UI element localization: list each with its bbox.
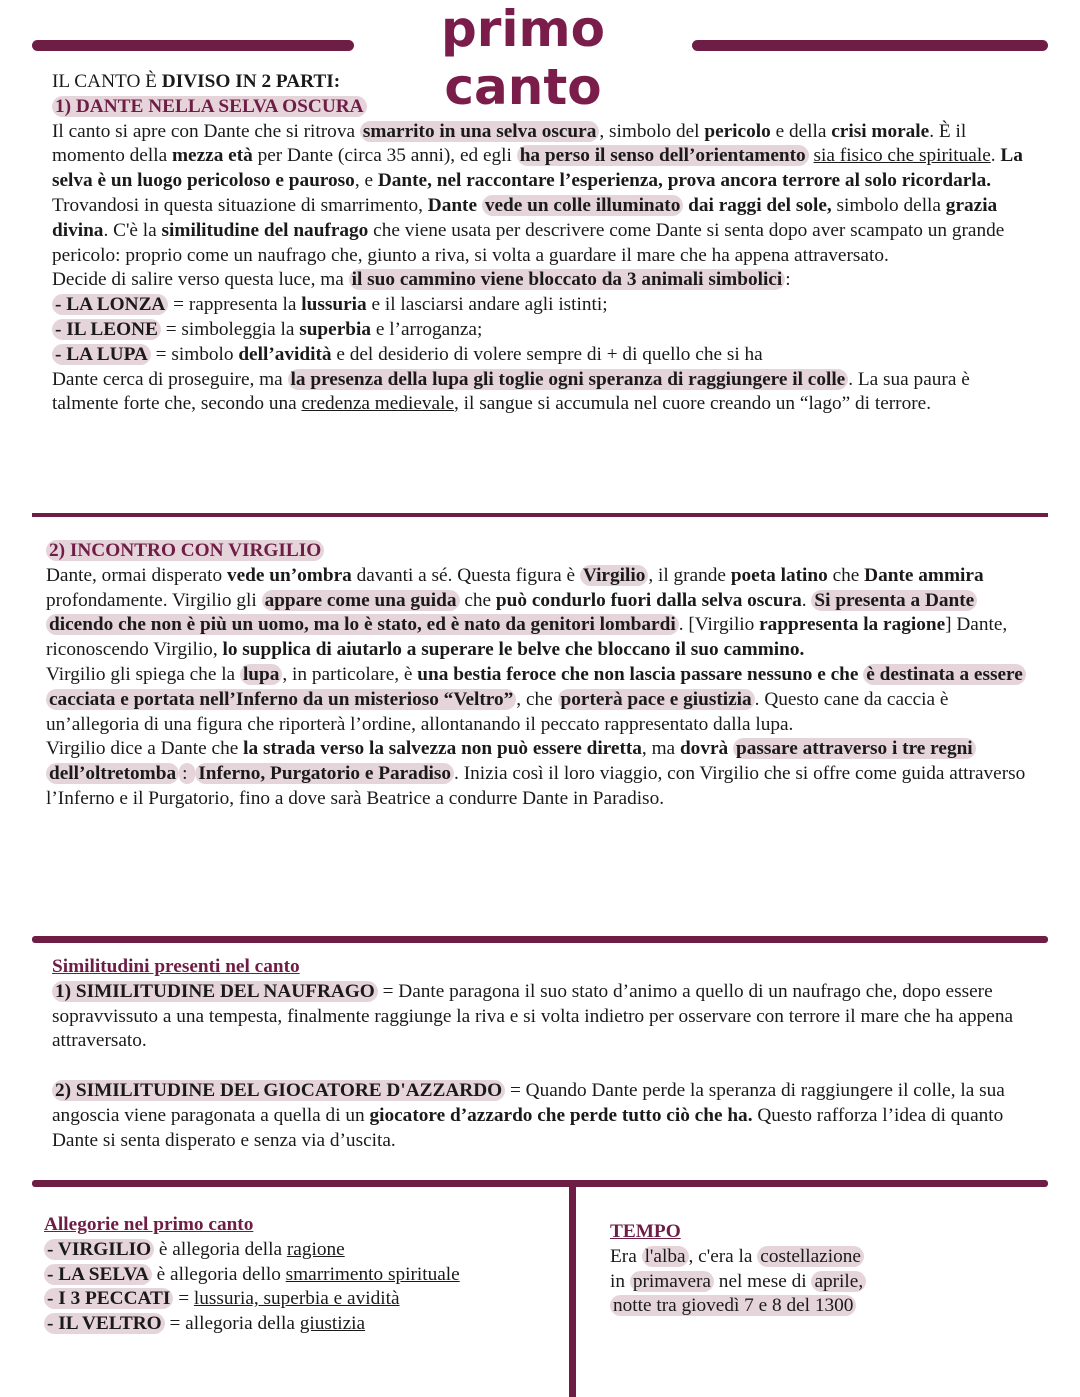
text-run: Trovandosi in questa situazione di smarrimento, [52,194,428,216]
text-run: lo supplica di aiutarlo a superare le belve che bloccano il suo cammino. [222,639,805,661]
text-run: , che [516,688,558,710]
text-run: e della [770,120,832,142]
text-run: credenza medievale [301,393,455,415]
text-run: - VIRGILIO [44,1239,154,1260]
text-run: Dante cerca di proseguire, ma [52,368,288,390]
text-run: simbolo della [831,194,946,216]
text-run: l'alba [642,1246,689,1267]
text-run: = simbolo [150,343,239,365]
text-run: dovrà [679,738,733,760]
allegorie-heading-text: Allegorie nel primo canto [44,1214,254,1235]
text-run: grazia divina [52,194,998,241]
animal-leone [52,318,1032,343]
text-run: la strada verso la salvezza non può essere diretta [243,738,642,760]
text-run: primavera [630,1271,714,1292]
section-part1 [52,70,1032,417]
text-run: giustizia [299,1313,366,1335]
text-run: = Dante paragona il suo stato d’animo a quello di un naufrago che, dopo essere sopravvissuto a una tempesta, finalmente raggiunge la riva e si volta indietro per osservare con terrore il mare che ha appena attraversato. [52,980,1014,1052]
text-run: . [Virgilio [678,614,760,636]
text-run: = [173,1288,194,1310]
text-run: Dante [427,194,482,216]
text-run: - LA LUPA [52,344,151,365]
text-run: = simboleggia la [160,318,300,340]
text-run: vede un’ombra [226,564,352,586]
section-part2 [46,539,1026,812]
text-run: notte tra giovedì 7 e 8 del 1300 [610,1295,856,1316]
text-run: Questo rafforza l’idea di quanto Dante si senta disperato e senza via d’uscita. [52,1104,1004,1151]
text-run: che viene usata per descrivere come Dante si senta dopo aver scampato un grande pericolo: proprio come un naufrago che, giunto a riva, si volta a guardare il mare che ha appena attraversato. [52,219,1005,266]
title-rule-right [692,40,1048,51]
tempo-line-1 [610,1245,1030,1270]
text-run: , ma [641,738,680,760]
text-run: 2) SIMILITUDINE DEL GIOCATORE D'AZZARDO [52,1080,505,1101]
text-run: 1) SIMILITUDINE DEL NAUFRAGO [52,981,378,1002]
text-run: rappresenta la ragione [759,614,946,636]
text-run: . La sua paura è talmente forte che, secondo una [52,368,970,415]
text-run: una bestia feroce che non lascia passare nessuno e che [417,663,864,685]
similitudine-giocatore [52,1079,1027,1153]
text-run: . Questo cane da caccia è un’allegoria di una figura che riporterà l’ordine, allontanando il peccato rappresentato dalla lupa. [46,688,949,735]
text-run: nel mese di [713,1270,812,1292]
text-run: - I 3 PECCATI [44,1288,173,1309]
part1-heading-text: 1) DANTE NELLA SELVA OSCURA [52,96,367,117]
text-run: che [459,589,496,611]
allegorie-heading [44,1213,564,1238]
text-run: lussuria, superbia e avidità [193,1288,400,1310]
text-run: Virgilio dice a Dante che [46,738,244,760]
text-run: per Dante (circa 35 anni), ed egli [252,145,517,167]
text-run: poeta latino [730,564,828,586]
text-run: - LA SELVA [44,1264,152,1285]
text-run: ha perso il senso dell’orientamento [517,145,809,166]
text-run: aprile, [811,1271,866,1292]
text-run: - LA LONZA [52,294,168,315]
similitudine-naufrago [52,980,1027,1054]
part1-paragraph-1 [52,120,1032,269]
allegoria-veltro [44,1312,564,1337]
intro-prefix: IL CANTO È [52,71,162,92]
text-run: e il lasciarsi andare agli istinti; [366,294,608,316]
similitudini-heading [52,955,1027,980]
text-run: ragione [286,1238,345,1260]
tempo-line-2 [610,1270,1030,1295]
text-run: appare come una guida [262,590,460,611]
text-run: = rappresenta la [168,294,302,316]
text-run: superbia [299,318,371,340]
text-run: può condurlo fuori dalla selva oscura [495,589,802,611]
text-run: Si presenta a Dante dicendo che non è più un uomo, ma lo è stato, ed è nato da genitori lombardi [46,590,977,636]
text-run: . [801,589,812,611]
text-run: - IL LEONE [52,319,161,340]
text-run: crisi morale [831,120,930,142]
text-run: , il grande [648,564,731,586]
text-run: , c'era la [688,1245,758,1267]
text-run: , in particolare, è [282,663,418,685]
tempo-line-3 [610,1294,1030,1319]
text-run: il suo cammino viene bloccato da 3 animali simbolici [349,269,786,290]
text-run: dai raggi del sole, [683,194,832,216]
text-run: . [990,145,1001,167]
text-run: ] Dante, riconoscendo Virgilio, [46,614,1008,661]
text-run: sia fisico che spirituale [813,145,991,167]
text-run: smarrimento spirituale [285,1263,460,1285]
divider-3 [32,1180,1048,1187]
text-run: Dante, nel raccontare l’esperienza, prova ancora terrore al solo ricordarla. [377,170,992,192]
text-run: , e [354,170,378,192]
text-run: pericolo [704,120,771,142]
text-run: è allegoria dello [151,1263,286,1285]
animal-lupa [52,343,1032,368]
text-run: che [827,564,865,586]
text-run: . Inizia così il loro viaggio, con Virgilio che si offre come guida attraverso l’Inferno e il Purgatorio, fino a dove sarà Beatrice a condurre Dante in Paradiso. [46,763,1026,809]
tempo-heading [610,1220,1030,1245]
intro-bold: DIVISO IN 2 PARTI: [161,71,341,92]
text-run: lupa [240,664,282,685]
divider-1 [32,513,1048,517]
text-run: dell’avidità [238,343,332,365]
allegoria-virgilio [44,1238,564,1263]
text-run: , simbolo del [599,120,705,142]
section-tempo [610,1220,1030,1319]
text-run: porterà pace e giustizia [558,689,755,710]
part2-paragraph-1 [46,564,1026,663]
text-run: smarrito in una selva oscura [360,121,600,142]
text-run: . È il momento della [52,120,967,167]
text-run: = Quando Dante perde la speranza di raggiungere il colle, la sua angoscia viene paragonata a quella di un [52,1079,1005,1126]
text-run: : [785,269,791,291]
text-run: giocatore d’azzardo che perde tutto ciò che ha. [369,1104,753,1126]
text-run: : [179,763,195,784]
part1-heading [52,95,1032,120]
text-run: Il canto si apre con Dante che si ritrova [52,120,360,142]
text-run: Inferno, Purgatorio e Paradiso [195,763,454,784]
text-run: è allegoria della [154,1238,287,1260]
vertical-divider [569,1183,576,1397]
text-run: in [610,1270,630,1292]
text-run: similitudine del naufrago [161,219,369,241]
text-run: Decide di salire verso questa luce, ma [52,269,349,291]
part2-heading-text: 2) INCONTRO CON VIRGILIO [46,540,324,561]
text-run: la presenza della lupa gli toglie ogni speranza di raggiungere il colle [288,369,849,390]
text-run: , il sangue si accumula nel cuore creando un “lago” di terrore. [454,393,932,415]
text-run: . C'è la [103,219,162,241]
text-run: e del desiderio di volere sempre di + di quello che si ha [331,343,763,365]
part1-paragraph-3 [52,368,1032,418]
part2-heading [46,539,1026,564]
section-allegorie [44,1213,564,1337]
text-run: vede un colle illuminato [482,195,684,216]
animal-lonza [52,293,1032,318]
spacer [52,1054,1027,1079]
text-run: La selva è un luogo pericoloso e pauroso [52,145,1023,192]
tempo-heading-text: TEMPO [610,1221,681,1242]
text-run: profondamente. Virgilio gli [46,589,262,611]
text-run: mezza età [171,145,253,167]
page-title: primo canto [440,0,606,116]
allegoria-selva [44,1263,564,1288]
text-run: Virgilio [580,565,648,586]
text-run: = allegoria della [164,1313,300,1335]
similitudini-heading-text: Similitudini presenti nel canto [52,956,300,977]
title-rule-left [32,40,354,51]
text-run: Era [610,1245,642,1267]
text-run: lussuria [301,294,367,316]
text-run: - IL VELTRO [44,1313,165,1334]
text-run: Dante, ormai disperato [46,564,227,586]
part1-paragraph-2 [52,268,1032,293]
text-run: Dante ammira [864,564,984,586]
text-run: Virgilio gli spiega che la [46,663,240,685]
part2-paragraph-3 [46,737,1026,811]
text-run: è destinata a essere cacciata e portata nell’Inferno da un misterioso “Veltro” [46,664,1026,710]
intro-line [52,70,1032,95]
divider-2 [32,936,1048,943]
allegoria-peccati [44,1287,564,1312]
text-run: costellazione [757,1246,864,1267]
text-run: passare attraverso i tre regni dell’oltretomba [46,738,976,784]
text-run: e l’arroganza; [371,318,483,340]
text-run: davanti a sé. Questa figura è [351,564,580,586]
section-similitudini [52,955,1027,1153]
part2-paragraph-2 [46,663,1026,737]
